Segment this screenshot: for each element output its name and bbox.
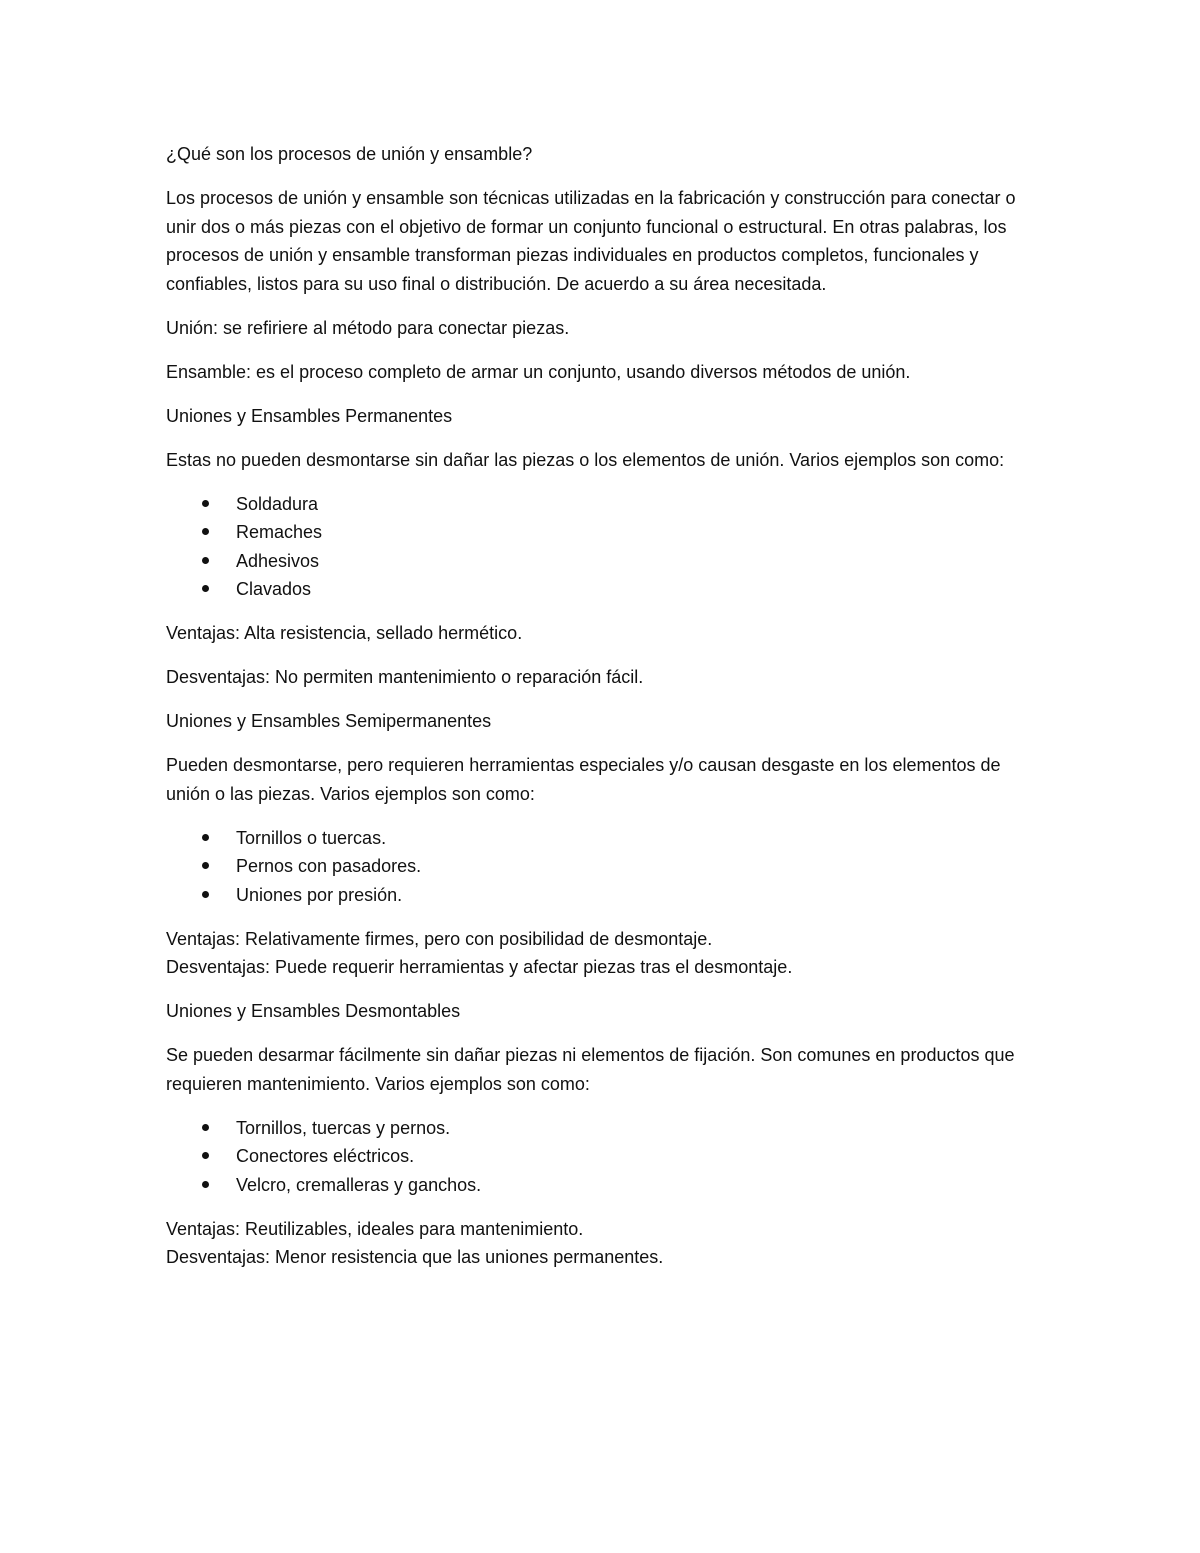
section-heading-semipermanentes: Uniones y Ensambles Semipermanentes <box>166 711 492 731</box>
section-heading-permanentes: Uniones y Ensambles Permanentes <box>166 405 453 426</box>
list-item <box>166 518 1036 547</box>
desventajas-desmontables: Desventajas: Menor resistencia que las uniones permanentes. <box>166 1247 664 1267</box>
examples-list-semipermanentes <box>166 824 1036 910</box>
list-item-label: Remaches <box>236 522 323 542</box>
bullet-icon <box>202 891 209 898</box>
examples-list-desmontables <box>166 1114 1036 1200</box>
section-heading-desmontables: Uniones y Ensambles Desmontables <box>166 1001 461 1021</box>
bullet-icon <box>202 1152 209 1159</box>
union-definition: Unión: se refiriere al método para conectar piezas. <box>166 317 570 338</box>
bullet-icon <box>202 500 209 507</box>
bullet-icon <box>202 528 209 535</box>
list-item <box>166 881 1036 910</box>
list-item-label: Tornillos o tuercas. <box>236 827 387 848</box>
section-description-desmontables: Se pueden desarmar fácilmente sin dañar piezas ni elementos de fijación. Son comunes en productos que requieren mantenimiento. Varios ejemplos son como: <box>166 1045 1015 1094</box>
list-item <box>166 490 1036 519</box>
bullet-icon <box>202 557 209 564</box>
desventajas-permanentes: Desventajas: No permiten mantenimiento o reparación fácil. <box>166 667 644 687</box>
list-item <box>166 1171 1036 1200</box>
document-title: ¿Qué son los procesos de unión y ensamble? <box>166 144 533 164</box>
list-item-label: Tornillos, tuercas y pernos. <box>236 1117 451 1138</box>
list-item <box>166 824 1036 853</box>
bullet-icon <box>202 862 209 869</box>
bullet-icon <box>202 585 209 592</box>
list-item-label: Conectores eléctricos. <box>236 1146 415 1166</box>
list-item-label: Adhesivos <box>236 550 320 571</box>
list-item-label: Soldadura <box>236 493 319 514</box>
list-item <box>166 852 1036 881</box>
list-item-label: Pernos con pasadores. <box>236 856 422 876</box>
section-description-permanentes: Estas no pueden desmontarse sin dañar las piezas o los elementos de unión. Varios ejemplos son como: <box>166 449 1005 470</box>
ventajas-desmontables: Ventajas: Reutilizables, ideales para mantenimiento. <box>166 1218 584 1239</box>
document-body <box>166 140 1036 1287</box>
examples-list-permanentes <box>166 490 1036 604</box>
intro-paragraph: Los procesos de unión y ensamble son técnicas utilizadas en la fabricación y construcción para conectar o unir dos o más piezas con el objetivo de formar un conjunto funcional o estructural. En otras palabras, los procesos de unión y ensamble transforman piezas individuales en productos completos, funcionales y confiables, listos para su uso final o distribución. De acuerdo a su área necesitada. <box>166 188 1016 294</box>
list-item <box>166 547 1036 576</box>
bullet-icon <box>202 1181 209 1188</box>
ventajas-permanentes: Ventajas: Alta resistencia, sellado hermético. <box>166 623 523 643</box>
bullet-icon <box>202 834 209 841</box>
list-item-label: Clavados <box>236 579 312 599</box>
list-item-label: Uniones por presión. <box>236 884 403 905</box>
desventajas-semipermanentes: Desventajas: Puede requerir herramientas y afectar piezas tras el desmontaje. <box>166 957 793 977</box>
ventajas-semipermanentes: Ventajas: Relativamente firmes, pero con posibilidad de desmontaje. <box>166 928 713 949</box>
section-description-semipermanentes: Pueden desmontarse, pero requieren herramientas especiales y/o causan desgaste en los elementos de unión o las piezas. Varios ejemplos son como: <box>166 755 1001 804</box>
bullet-icon <box>202 1124 209 1131</box>
list-item <box>166 1142 1036 1171</box>
list-item <box>166 1114 1036 1143</box>
list-item-label: Velcro, cremalleras y ganchos. <box>236 1174 482 1195</box>
ensamble-definition: Ensamble: es el proceso completo de armar un conjunto, usando diversos métodos de unión. <box>166 361 911 382</box>
list-item <box>166 575 1036 604</box>
